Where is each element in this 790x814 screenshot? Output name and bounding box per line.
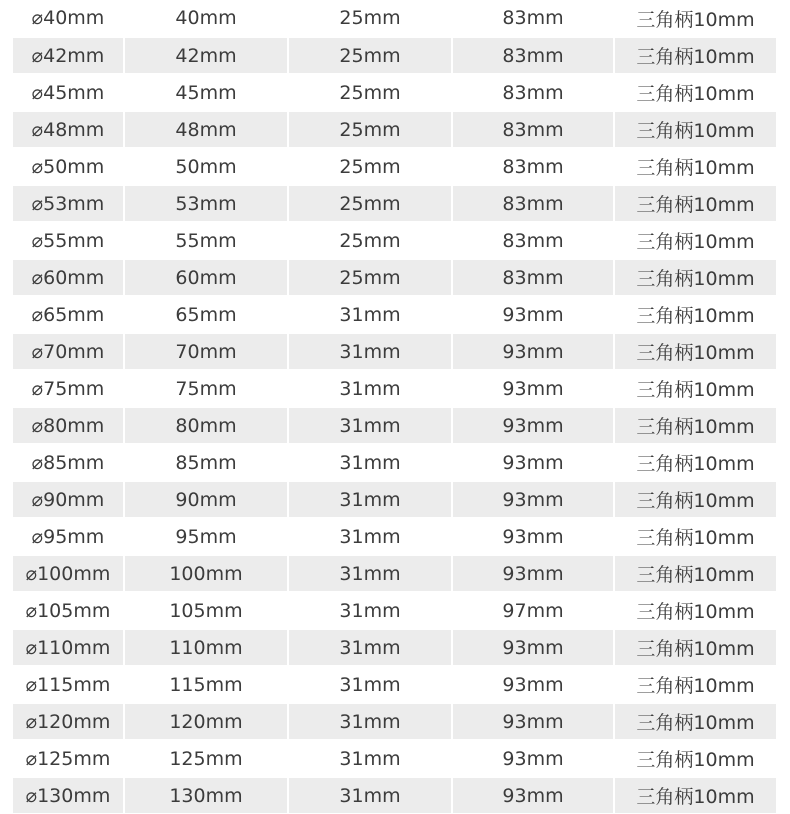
inner-size-cell: 95mm <box>123 519 287 554</box>
shank-cell: 三角柄10mm <box>613 778 776 813</box>
shank-cell: 三角柄10mm <box>613 556 776 591</box>
total-length-cell: 93mm <box>451 297 613 332</box>
inner-size-cell: 100mm <box>123 556 287 591</box>
inner-size-cell: 65mm <box>123 297 287 332</box>
inner-size-cell: 45mm <box>123 75 287 110</box>
table-row <box>13 74 776 111</box>
shank-cell: 三角柄10mm <box>613 112 776 147</box>
table-row <box>13 444 776 481</box>
table-row <box>13 518 776 555</box>
depth-cell: 31mm <box>287 630 451 665</box>
inner-size-cell: 125mm <box>123 741 287 776</box>
table-row <box>13 666 776 703</box>
total-length-cell: 97mm <box>451 593 613 628</box>
table-row <box>13 222 776 259</box>
shank-cell: 三角柄10mm <box>613 741 776 776</box>
diameter-cell: ⌀120mm <box>13 704 123 739</box>
table-row <box>13 555 776 592</box>
diameter-cell: ⌀60mm <box>13 260 123 295</box>
total-length-cell: 93mm <box>451 334 613 369</box>
diameter-cell: ⌀53mm <box>13 186 123 221</box>
inner-size-cell: 75mm <box>123 371 287 406</box>
inner-size-cell: 120mm <box>123 704 287 739</box>
total-length-cell: 93mm <box>451 704 613 739</box>
inner-size-cell: 60mm <box>123 260 287 295</box>
depth-cell: 31mm <box>287 556 451 591</box>
depth-cell: 25mm <box>287 0 451 36</box>
depth-cell: 31mm <box>287 482 451 517</box>
depth-cell: 25mm <box>287 38 451 73</box>
total-length-cell: 83mm <box>451 186 613 221</box>
shank-cell: 三角柄10mm <box>613 223 776 258</box>
inner-size-cell: 90mm <box>123 482 287 517</box>
shank-cell: 三角柄10mm <box>613 149 776 184</box>
table-row <box>13 777 776 814</box>
total-length-cell: 93mm <box>451 445 613 480</box>
total-length-cell: 93mm <box>451 556 613 591</box>
diameter-cell: ⌀50mm <box>31 155 105 178</box>
diameter-cell: ⌀110mm <box>13 630 123 665</box>
total-length-cell: 93mm <box>451 482 613 517</box>
inner-size-cell: 50mm <box>123 149 287 184</box>
shank-cell: 三角柄10mm <box>613 445 776 480</box>
shank-cell: 三角柄10mm <box>613 704 776 739</box>
table-row <box>13 296 776 333</box>
total-length-cell: 93mm <box>451 408 613 443</box>
diameter-cell: ⌀75mm <box>31 377 105 400</box>
inner-size-cell: 55mm <box>123 223 287 258</box>
diameter-cell: ⌀65mm <box>31 303 105 326</box>
table-row <box>13 481 776 518</box>
table-row <box>13 0 776 37</box>
shank-cell: 三角柄10mm <box>613 371 776 406</box>
diameter-cell: ⌀90mm <box>13 482 123 517</box>
table-row <box>13 111 776 148</box>
shank-cell: 三角柄10mm <box>613 519 776 554</box>
shank-cell: 三角柄10mm <box>613 593 776 628</box>
total-length-cell: 83mm <box>451 75 613 110</box>
total-length-cell: 93mm <box>451 778 613 813</box>
table-row <box>13 185 776 222</box>
diameter-cell: ⌀95mm <box>31 525 105 548</box>
inner-size-cell: 53mm <box>123 186 287 221</box>
table-row <box>13 148 776 185</box>
diameter-cell: ⌀100mm <box>13 556 123 591</box>
depth-cell: 31mm <box>287 297 451 332</box>
inner-size-cell: 105mm <box>123 593 287 628</box>
depth-cell: 31mm <box>287 667 451 702</box>
diameter-cell: ⌀80mm <box>13 408 123 443</box>
total-length-cell: 93mm <box>451 741 613 776</box>
depth-cell: 25mm <box>287 223 451 258</box>
shank-cell: 三角柄10mm <box>613 408 776 443</box>
total-length-cell: 83mm <box>451 112 613 147</box>
table-row <box>13 333 776 370</box>
table-row <box>13 37 776 74</box>
total-length-cell: 93mm <box>451 519 613 554</box>
total-length-cell: 83mm <box>451 0 613 36</box>
inner-size-cell: 48mm <box>123 112 287 147</box>
total-length-cell: 83mm <box>451 38 613 73</box>
depth-cell: 31mm <box>287 593 451 628</box>
table-row <box>13 592 776 629</box>
depth-cell: 25mm <box>287 186 451 221</box>
diameter-cell: ⌀55mm <box>31 229 105 252</box>
inner-size-cell: 80mm <box>123 408 287 443</box>
diameter-cell: ⌀40mm <box>31 7 105 29</box>
shank-cell: 三角柄10mm <box>613 297 776 332</box>
depth-cell: 31mm <box>287 408 451 443</box>
shank-cell: 三角柄10mm <box>613 75 776 110</box>
table-row <box>13 259 776 296</box>
total-length-cell: 83mm <box>451 149 613 184</box>
diameter-cell: ⌀125mm <box>25 747 111 770</box>
total-length-cell: 83mm <box>451 223 613 258</box>
table-row <box>13 370 776 407</box>
diameter-cell: ⌀70mm <box>13 334 123 369</box>
depth-cell: 31mm <box>287 778 451 813</box>
shank-cell: 三角柄10mm <box>613 186 776 221</box>
total-length-cell: 93mm <box>451 371 613 406</box>
total-length-cell: 93mm <box>451 630 613 665</box>
inner-size-cell: 40mm <box>123 0 287 36</box>
diameter-cell: ⌀130mm <box>13 778 123 813</box>
shank-cell: 三角柄10mm <box>613 630 776 665</box>
diameter-cell: ⌀115mm <box>25 673 111 696</box>
inner-size-cell: 70mm <box>123 334 287 369</box>
shank-cell: 三角柄10mm <box>613 667 776 702</box>
inner-size-cell: 42mm <box>123 38 287 73</box>
depth-cell: 31mm <box>287 704 451 739</box>
inner-size-cell: 110mm <box>123 630 287 665</box>
depth-cell: 25mm <box>287 149 451 184</box>
spec-table <box>13 0 776 814</box>
shank-cell: 三角柄10mm <box>613 482 776 517</box>
table-row <box>13 407 776 444</box>
total-length-cell: 93mm <box>451 667 613 702</box>
table-row <box>13 703 776 740</box>
total-length-cell: 83mm <box>451 260 613 295</box>
diameter-cell: ⌀42mm <box>13 38 123 73</box>
depth-cell: 31mm <box>287 741 451 776</box>
diameter-cell: ⌀105mm <box>25 599 111 622</box>
inner-size-cell: 130mm <box>123 778 287 813</box>
depth-cell: 31mm <box>287 334 451 369</box>
diameter-cell: ⌀45mm <box>31 81 105 104</box>
shank-cell: 三角柄10mm <box>613 260 776 295</box>
depth-cell: 25mm <box>287 112 451 147</box>
shank-cell: 三角柄10mm <box>613 0 776 36</box>
shank-cell: 三角柄10mm <box>613 334 776 369</box>
table-row <box>13 740 776 777</box>
depth-cell: 25mm <box>287 75 451 110</box>
depth-cell: 31mm <box>287 519 451 554</box>
depth-cell: 31mm <box>287 371 451 406</box>
inner-size-cell: 85mm <box>123 445 287 480</box>
shank-cell: 三角柄10mm <box>613 38 776 73</box>
inner-size-cell: 115mm <box>123 667 287 702</box>
depth-cell: 31mm <box>287 445 451 480</box>
depth-cell: 25mm <box>287 260 451 295</box>
diameter-cell: ⌀48mm <box>13 112 123 147</box>
table-row <box>13 629 776 666</box>
diameter-cell: ⌀85mm <box>31 451 105 474</box>
